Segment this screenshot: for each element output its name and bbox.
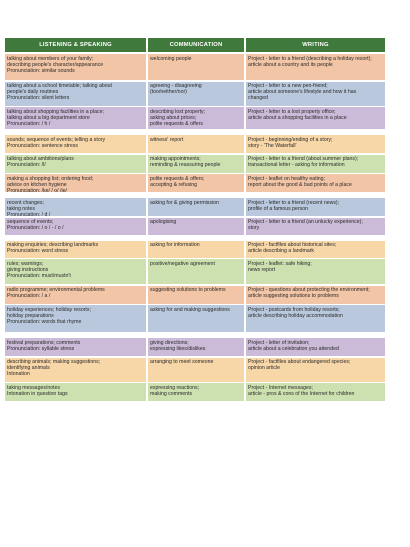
cell-line: describing people's character/appearance <box>7 61 104 68</box>
cell-line: Project - leaflet: safe hiking; <box>248 260 312 267</box>
communication-cell <box>148 54 244 80</box>
cell-line: Project - letter to a new pen-friend; <box>248 83 328 89</box>
cell-line: making comments <box>150 390 193 397</box>
table-row <box>5 218 389 235</box>
row-group <box>5 241 389 333</box>
cell-line: taking notes <box>7 205 35 212</box>
cell-line: Pronunciation: / a / <box>7 293 51 300</box>
cell-line: agreeing - disagreeing <box>150 83 202 89</box>
communication-cell <box>148 174 244 192</box>
cell-line: Project - letter to a friend (about summer plans); <box>248 156 359 162</box>
table-row <box>5 305 389 332</box>
cell-line: talking about a big department store <box>7 114 90 121</box>
cell-line: news report <box>248 266 276 273</box>
cell-line: witness' report <box>150 136 184 143</box>
table-row <box>5 135 389 153</box>
writing-cell <box>246 82 385 106</box>
cell-line: Project - postcards from holiday resorts; <box>248 306 340 313</box>
cell-line: Project - leaflet on healthy eating; <box>248 175 325 182</box>
communication-cell <box>148 241 244 258</box>
communication-cell <box>148 198 244 216</box>
cell-line: Project - questions about protecting the environment; <box>248 287 370 293</box>
cell-line: (too/neither/nor) <box>150 89 187 96</box>
communication-cell <box>148 155 244 173</box>
cell-line: asking for and making suggestions <box>150 306 230 313</box>
cell-line: positive/negative agreement <box>150 260 215 267</box>
cell-line: describing animals; making suggestions; <box>7 359 101 365</box>
cell-line: Project - factfiles about historical sites; <box>248 242 337 248</box>
listening-cell <box>5 383 146 401</box>
listening-cell <box>5 54 146 80</box>
cell-line: Pronunciation: / o / - / o / <box>7 225 64 232</box>
cell-line: accepting & refusing <box>150 181 198 188</box>
cell-line: Pronunciation: must/mustn't <box>7 272 71 279</box>
cell-line: advice on kitchen hygiene <box>7 181 67 188</box>
cell-line: asking about prices; <box>150 114 197 121</box>
writing-cell <box>246 358 385 382</box>
cell-line: Pronunciation: /ke/ / o/ /ie/ <box>7 187 67 192</box>
table-row <box>5 155 389 173</box>
writing-cell <box>246 305 385 332</box>
cell-line: holiday preparations <box>7 312 54 319</box>
cell-line: Pronunciation: sentence stress <box>7 142 78 149</box>
writing-cell <box>246 383 385 401</box>
writing-cell <box>246 54 385 80</box>
cell-line: Pronunciation: / d / <box>7 211 51 216</box>
cell-line: Intonation <box>7 371 30 378</box>
cell-line: arranging to meet someone <box>150 359 214 365</box>
row-group <box>5 338 389 401</box>
cell-line: article describing holiday accommodation <box>248 312 343 319</box>
cell-line: rules; warnings; <box>7 260 44 267</box>
communication-cell <box>148 82 244 106</box>
communication-cell <box>148 259 244 284</box>
listening-cell <box>5 218 146 235</box>
cell-line: Project - letter of invitation; <box>248 339 310 346</box>
writing-cell <box>246 198 385 216</box>
table-row <box>5 174 389 192</box>
cell-line: Project - letter to a friend (recent news); <box>248 199 340 206</box>
listening-cell <box>5 135 146 153</box>
header-communication: COMMUNICATION <box>148 38 244 52</box>
writing-cell <box>246 107 385 129</box>
listening-cell <box>5 338 146 356</box>
table-body <box>5 54 389 401</box>
cell-line: making enquiries; describing landmarks <box>7 242 99 248</box>
cell-line: talking about a school timetable; talking about <box>7 83 112 89</box>
listening-cell <box>5 241 146 258</box>
cell-line: article about a celebration you attended <box>248 345 339 352</box>
table-row <box>5 54 389 80</box>
cell-line: reminding & reassuring people <box>150 162 221 169</box>
cell-line: Project - letter to a friend (an unlucky experience); <box>248 219 363 225</box>
table-row <box>5 259 389 284</box>
writing-cell <box>246 241 385 258</box>
cell-line: identifying animals <box>7 365 50 372</box>
cell-line: Project - beginning/ending of a story; <box>248 136 333 143</box>
communication-cell <box>148 286 244 304</box>
cell-line: suggesting solutions to problems <box>150 287 226 293</box>
syllabus-table <box>5 38 389 407</box>
cell-line: giving instructions <box>7 266 49 273</box>
table-row <box>5 338 389 356</box>
cell-line: Project - letter to a lost property office; <box>248 108 336 115</box>
writing-cell <box>246 218 385 235</box>
cell-line: opinion article <box>248 365 281 372</box>
listening-cell <box>5 82 146 106</box>
listening-cell <box>5 107 146 129</box>
row-group <box>5 54 389 129</box>
cell-line: article about a country and its people <box>248 61 333 68</box>
table-row <box>5 107 389 129</box>
cell-line: describing lost property; <box>150 108 206 115</box>
cell-line: Pronunciation: word stress <box>7 248 69 255</box>
table-row <box>5 286 389 304</box>
cell-line: recent changes; <box>7 199 44 206</box>
communication-cell <box>148 383 244 401</box>
cell-line: profile of a famous person <box>248 205 308 212</box>
communication-cell <box>148 135 244 153</box>
cell-line: talking about ambitions/plans <box>7 156 74 162</box>
cell-line: asking for & giving permission <box>150 199 219 206</box>
table-row <box>5 383 389 401</box>
cell-line: article about someone's lifestyle and how it has <box>248 89 357 96</box>
writing-cell <box>246 259 385 284</box>
cell-line: giving directions; <box>150 339 189 346</box>
cell-line: report about the good & bad points of a place <box>248 181 352 188</box>
cell-line: transactional letter - asking for information <box>248 162 345 169</box>
cell-line: Pronunciation: /l/ <box>7 162 46 169</box>
listening-cell <box>5 358 146 382</box>
communication-cell <box>148 305 244 332</box>
cell-line: festival preparations; comments <box>7 339 81 346</box>
listening-cell <box>5 155 146 173</box>
writing-cell <box>246 338 385 356</box>
header-listening-speaking: LISTENING & SPEAKING <box>5 38 146 52</box>
listening-cell <box>5 305 146 332</box>
cell-line: Project - letter to a friend (describing a holiday resort); <box>248 55 372 62</box>
cell-line: Pronunciation: words that rhyme <box>7 318 82 325</box>
listening-cell <box>5 174 146 192</box>
cell-line: expressing reactions; <box>150 384 200 391</box>
cell-line: talking about shopping facilities in a place; <box>7 108 104 115</box>
cell-line: making a shopping list; ordering food; <box>7 175 94 182</box>
table-header <box>5 38 389 52</box>
cell-line: sequence of events; <box>7 219 54 225</box>
cell-line: Project - Internet messages; <box>248 384 313 391</box>
cell-line: asking for information <box>150 242 200 248</box>
row-group <box>5 135 389 192</box>
cell-line: sounds; sequence of events; telling a story <box>7 136 106 143</box>
cell-line: Pronunciation: syllable stress <box>7 345 75 352</box>
communication-cell <box>148 107 244 129</box>
cell-line: article suggesting solutions to problems <box>248 293 339 300</box>
header-writing: WRITING <box>246 38 385 52</box>
cell-line: people's daily routines <box>7 89 59 96</box>
cell-line: expressing likes/dislikes <box>150 345 206 352</box>
communication-cell <box>148 358 244 382</box>
cell-line: taking messages/notes <box>7 384 61 391</box>
communication-cell <box>148 338 244 356</box>
table-row <box>5 241 389 258</box>
cell-line: talking about members of your family; <box>7 55 94 62</box>
listening-cell <box>5 286 146 304</box>
table-row <box>5 198 389 216</box>
listening-cell <box>5 198 146 216</box>
communication-cell <box>148 218 244 235</box>
cell-line: Project - factfiles about endangered species; <box>248 359 351 365</box>
table-row <box>5 358 389 382</box>
cell-line: polite requests & offers <box>150 120 203 127</box>
cell-line: changed <box>248 95 268 102</box>
cell-line: polite requests & offers; <box>150 175 205 182</box>
cell-line: apologising <box>150 219 177 225</box>
writing-cell <box>246 286 385 304</box>
listening-cell <box>5 259 146 284</box>
cell-line: holiday experiences; holiday resorts; <box>7 306 91 313</box>
cell-line: story - 'The Waterfall' <box>248 142 297 149</box>
writing-cell <box>246 155 385 173</box>
cell-line: article - pros & cons of the Internet for children <box>248 390 355 397</box>
row-group <box>5 198 389 235</box>
cell-line: article about a shopping facilities in a place <box>248 114 347 121</box>
cell-line: Pronunciation: silent letters <box>7 95 70 102</box>
writing-cell <box>246 174 385 192</box>
cell-line: article describing a landmark <box>248 248 315 255</box>
table-row <box>5 82 389 106</box>
cell-line: story <box>248 225 260 232</box>
cell-line: Pronunciation: similar sounds <box>7 67 75 74</box>
cell-line: welcoming people <box>150 55 192 62</box>
cell-line: radio programme; environmental problems <box>7 287 105 293</box>
cell-line: Pronunciation: / h / <box>7 120 51 127</box>
cell-line: Intonation in question tags <box>7 390 68 397</box>
cell-line: making appointments; <box>150 156 201 162</box>
writing-cell <box>246 135 385 153</box>
